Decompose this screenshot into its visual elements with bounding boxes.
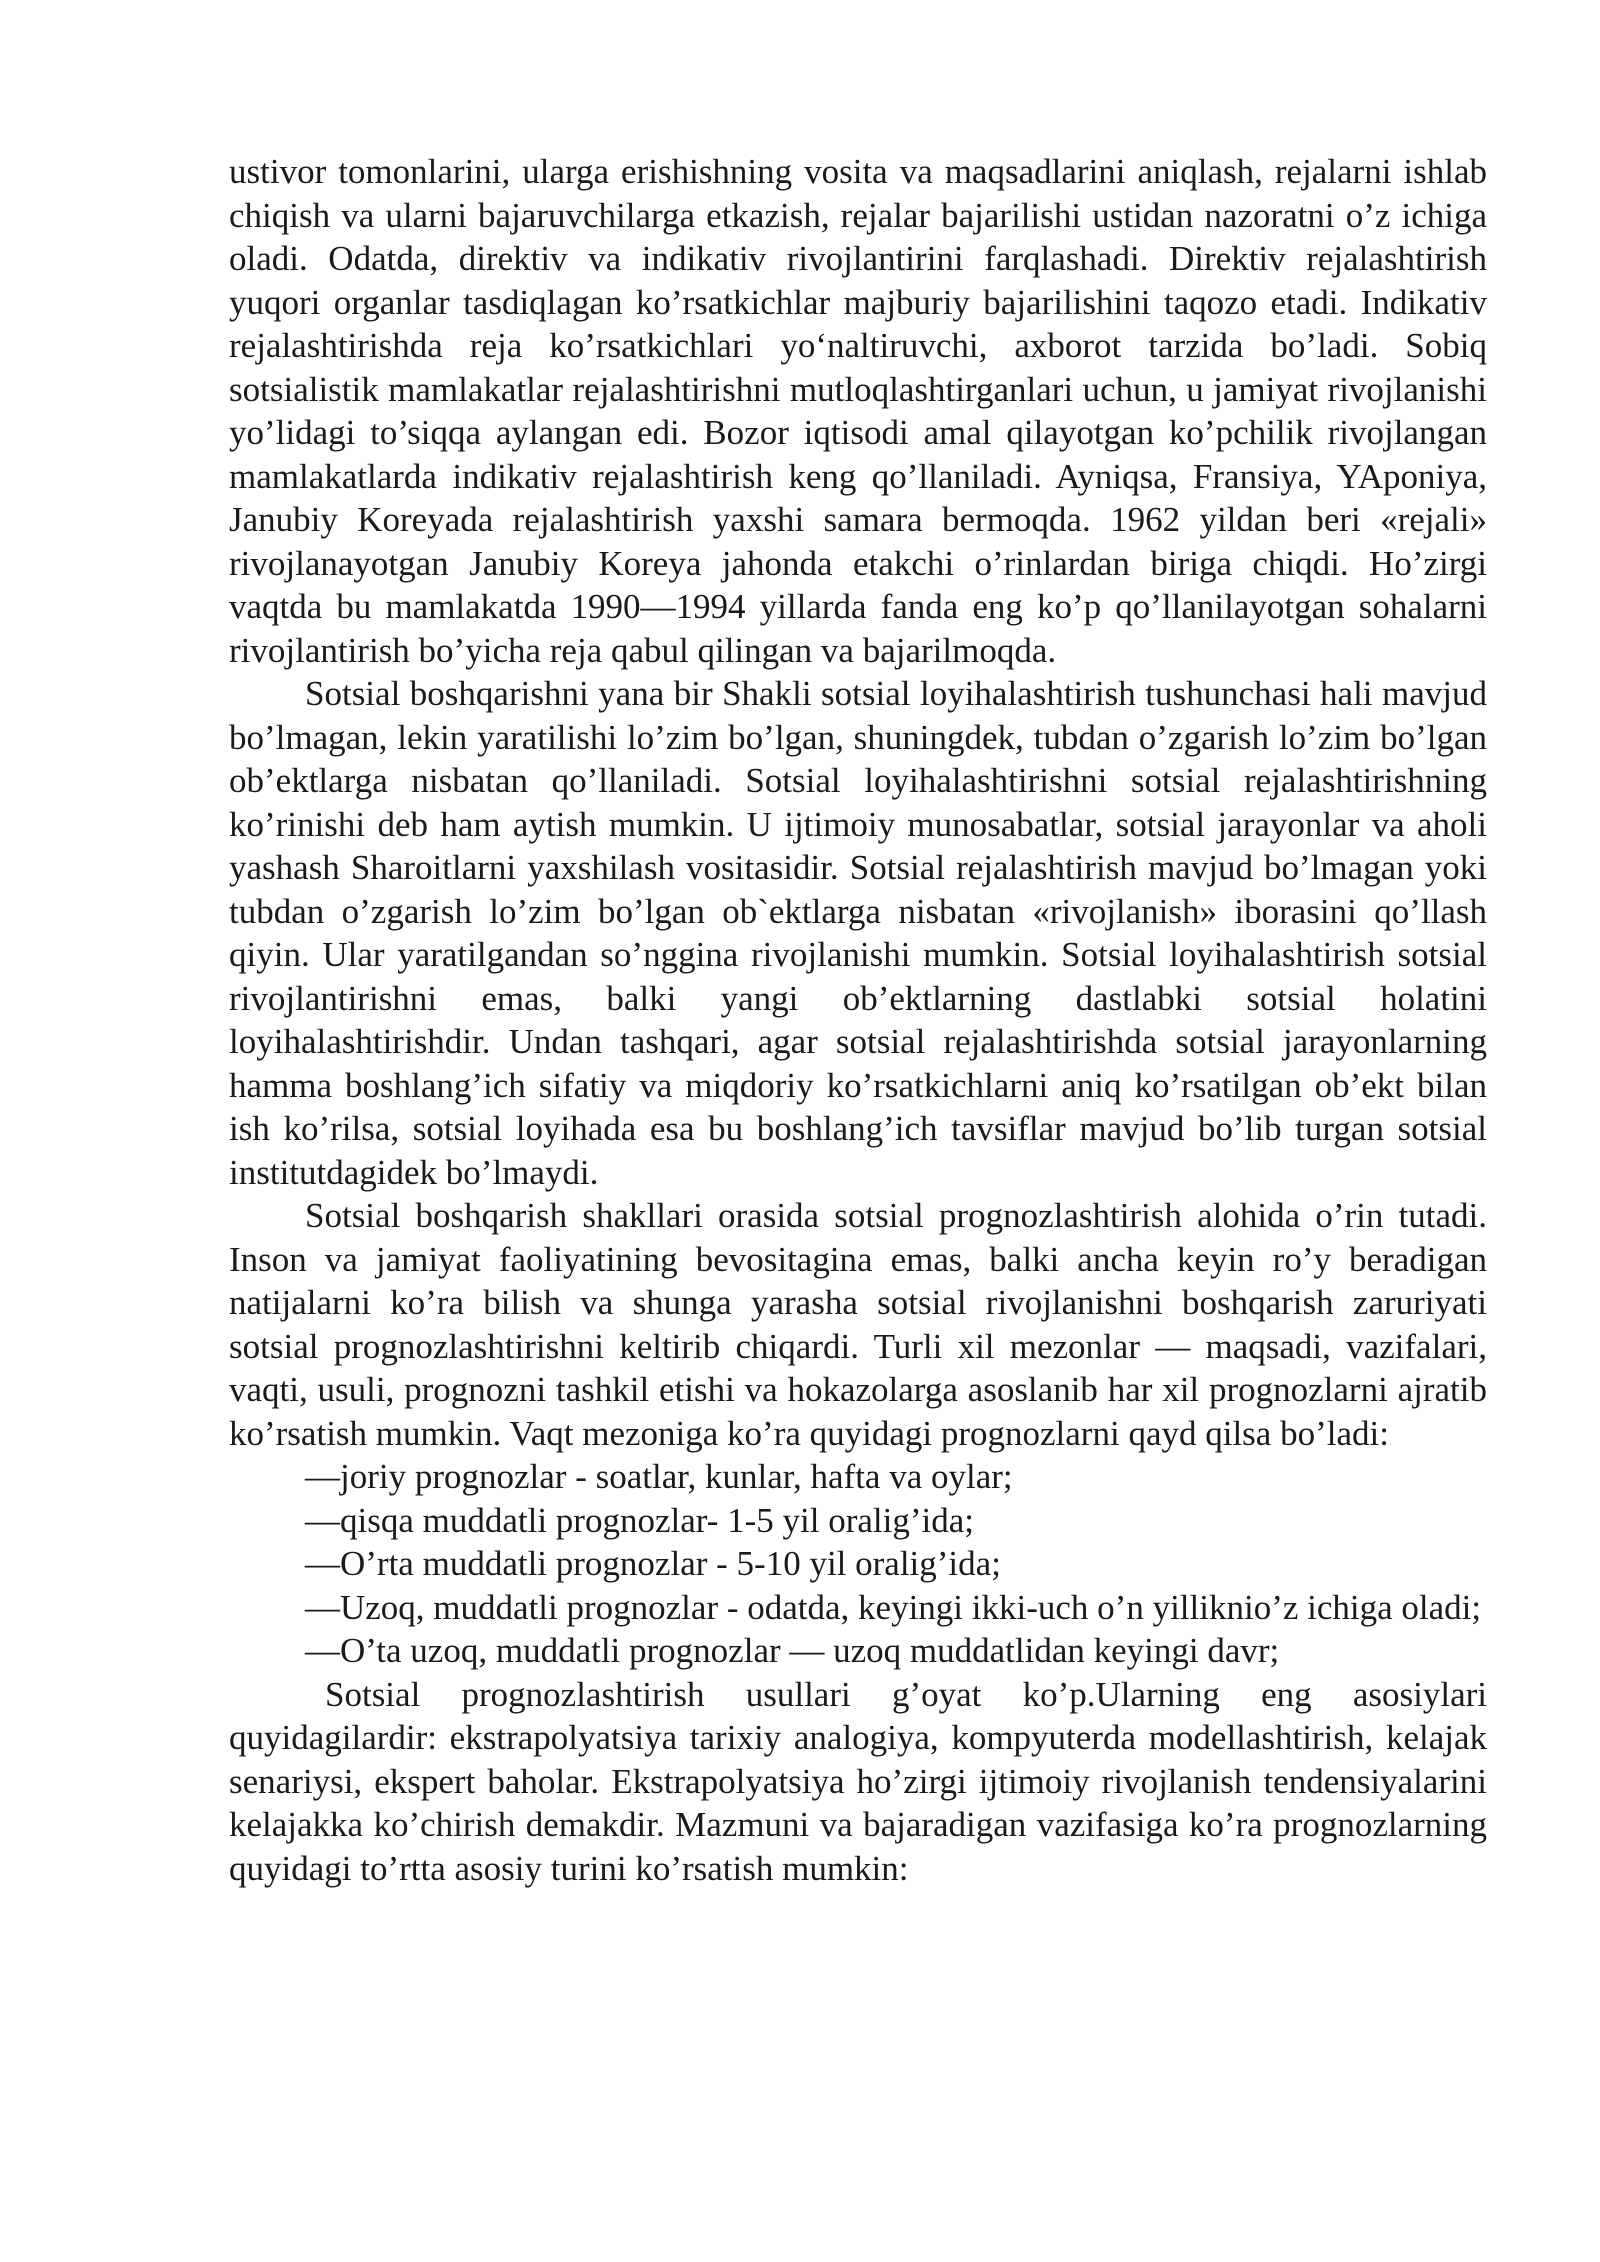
list-item-long-term-forecasts: —Uzoq, muddatli prognozlar - odatda, keyingi ikki-uch o’n yilliknio’z ichiga oladi; <box>305 1587 1482 1627</box>
list-item-short-term-forecasts: —qisqa muddatli prognozlar- 1-5 yil oralig’ida; <box>305 1500 974 1540</box>
list-item-medium-term-forecasts: —O’rta muddatli prognozlar - 5-10 yil oralig’ida; <box>305 1544 1001 1583</box>
paragraph-social-forecasting: Sotsial boshqarish shakllari orasida sotsial prognozlashtirish alohida o’rin tutadi. Inson va jamiyat faoliyatining bevositagina emas, balki ancha keyin ro’y beradigan natijalarni ko’ra bilish va shunga yarasha sotsial rivojlanishni boshqarish zaruriyati sotsial prognozlashtirishni keltirib chiqardi. Turli xil mezonlar — maqsadi, vazifalari, vaqti, usuli, prognozni tashkil etishi va hokazolarga asoslanib har xil prognozlarni ajratib ko’rsatish mumkin. Vaqt mezoniga ko’ra quyidagi prognozlarni qayd qilsa bo’ladi: <box>229 1196 1487 1453</box>
list-item-current-forecasts: —joriy prognozlar - soatlar, kunlar, hafta va oylar; <box>305 1457 1013 1496</box>
paragraph-planning: ustivor tomonlarini, ularga erishishning vosita va maqsadlarini aniqlash, rejalarni ishlab chiqish va ularni bajaruvchilarga etkazish, rejalar bajarilishi ustidan nazoratni o’z ichiga oladi. Odatda, direktiv va indikativ rivojlantirini farqlashadi. Direktiv rejalashtirish yuqori organlar tasdiqlagan ko’rsatkichlar majburiy bajarilishini taqozo etadi. Indikativ rejalashtirishda reja ko’rsatkichlari yo‘naltiruvchi, axborot tarzida bo’ladi. Sobiq sotsialistik mamlakatlar rejalashtirishni mutloqlashtirganlari uchun, u jamiyat rivojlanishi yo’lidagi to’siqqa aylangan edi. Bozor iqtisodi amal qilayotgan ko’pchilik rivojlangan mamlakatlarda indikativ rejalashtirish keng qo’llaniladi. Ayniqsa, Fransiya, YAponiya, Janubiy Koreyada rejalashtirish yaxshi samara bermoqda. 1962 yildan beri «rejali» rivojlanayotgan Janubiy Koreya jahonda etakchi o’rinlardan biriga chiqdi. Ho’zirgi vaqtda bu mamlakatda 1990—1994 yillarda fanda eng ko’p qo’llanilayotgan sohalarni rivojlantirish bo’yicha reja qabul qilingan va bajarilmoqda. <box>229 152 1487 670</box>
paragraph-forecasting-methods: Sotsial prognozlashtirish usullari g’oyat ko’p.Ularning eng asosiylari quyidagilardir: ekstrapolyatsiya tarixiy analogiya, kompyuterda modellashtirish, kelajak senariysi, ekspert baholar. Ekstrapolyatsiya ho’zirgi ijtimoiy rivojlanish tendensiyalarini kelajakka ko’chirish demakdir. Mazmuni va bajaradigan vazifasiga ko’ra prognozlarning quyidagi to’rtta asosiy turini ko’rsatish mumkin: <box>229 1674 1487 1888</box>
list-item-very-long-term-forecasts: —O’ta uzoq, muddatli prognozlar — uzoq muddatlidan keyingi davr; <box>305 1631 1280 1670</box>
paragraph-social-design: Sotsial boshqarishni yana bir Shakli sotsial loyihalashtirish tushunchasi hali mavjud bo’lmagan, lekin yaratilishi lo’zim bo’lgan, shuningdek, tubdan o’zgarish lo’zim bo’lgan ob’ektlarga nisbatan qo’llaniladi. Sotsial loyihalashtirishni sotsial rejalashtirishning ko’rinishi deb ham aytish mumkin. U ijtimoiy munosabatlar, sotsial jarayonlar va aholi yashash Sharoitlarni yaxshilash vositasidir. Sotsial rejalashtirish mavjud bo’lmagan yoki tubdan o’zgarish lo’zim bo’lgan ob`ektlarga nisbatan «rivojlanish» iborasini qo’llash qiyin. Ular yaratilgandan so’nggina rivojlanishi mumkin. Sotsial loyihalashtirish sotsial rivojlantirishni emas, balki yangi ob’ektlarning dastlabki sotsial holatini loyihalashtirishdir. Undan tashqari, agar sotsial rejalashtirishda sotsial jarayonlarning hamma boshlang’ich sifatiy va miqdoriy ko’rsatkichlarni aniq ko’rsatilgan ob’ekt bilan ish ko’rilsa, sotsial loyihada esa bu boshlang’ich tavsiflar mavjud bo’lib turgan sotsial institutdagidek bo’lmaydi. <box>229 674 1487 1192</box>
document-page <box>229 150 1487 1890</box>
